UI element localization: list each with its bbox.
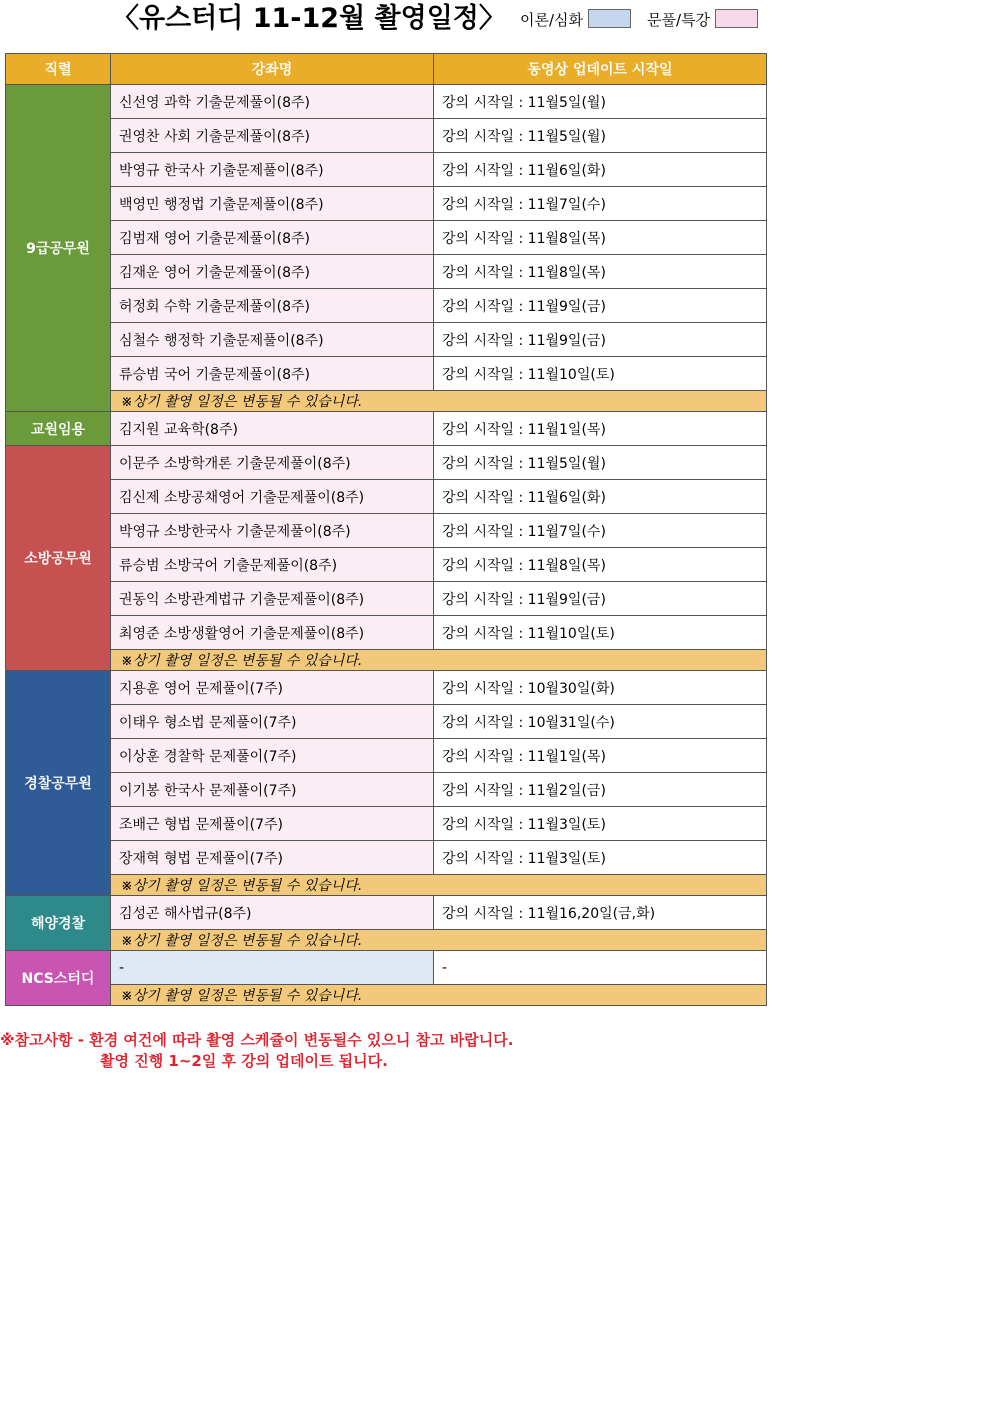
course-cell: 김범재 영어 기출문제풀이(8주)	[111, 221, 434, 255]
table-row	[6, 221, 767, 255]
header-course: 강좌명	[111, 54, 434, 85]
schedule-table	[5, 53, 767, 1006]
category-cell: 소방공무원	[6, 446, 111, 671]
page-title: 〈유스터디 11-12월 촬영일정〉	[112, 3, 506, 34]
course-cell: 권동익 소방관계법규 기출문제풀이(8주)	[111, 582, 434, 616]
header-category: 직렬	[6, 54, 111, 85]
date-cell: 강의 시작일 : 11월7일(수)	[434, 514, 767, 548]
course-cell: 조배근 형법 문제풀이(7주)	[111, 807, 434, 841]
table-row	[6, 357, 767, 391]
category-cell: 경찰공무원	[6, 671, 111, 896]
schedule-body	[6, 85, 767, 1006]
table-row	[6, 807, 767, 841]
table-row	[6, 289, 767, 323]
table-row	[6, 773, 767, 807]
date-cell: 강의 시작일 : 11월10일(토)	[434, 357, 767, 391]
table-row	[6, 582, 767, 616]
course-cell: 허정회 수학 기출문제풀이(8주)	[111, 289, 434, 323]
date-cell: 강의 시작일 : 11월7일(수)	[434, 187, 767, 221]
table-row	[6, 548, 767, 582]
course-cell: 김지원 교육학(8주)	[111, 412, 434, 446]
date-cell: 강의 시작일 : 11월3일(토)	[434, 841, 767, 875]
schedule-change-note: ※상기 촬영 일정은 변동될 수 있습니다.	[111, 985, 767, 1006]
table-row	[6, 187, 767, 221]
note-row	[6, 930, 767, 951]
schedule-change-note: ※상기 촬영 일정은 변동될 수 있습니다.	[111, 391, 767, 412]
note-row	[6, 985, 767, 1006]
table-row	[6, 480, 767, 514]
footer-note	[0, 1030, 513, 1072]
course-cell: 장재혁 형법 문제풀이(7주)	[111, 841, 434, 875]
date-cell: 강의 시작일 : 10월30일(화)	[434, 671, 767, 705]
table-row	[6, 153, 767, 187]
table-row	[6, 412, 767, 446]
date-cell: 강의 시작일 : 11월16,20일(금,화)	[434, 896, 767, 930]
legend-label-theory: 이론/심화	[520, 11, 584, 29]
table-row	[6, 705, 767, 739]
course-cell: 권영찬 사회 기출문제풀이(8주)	[111, 119, 434, 153]
date-cell: 강의 시작일 : 11월5일(월)	[434, 85, 767, 119]
table-row	[6, 255, 767, 289]
schedule-change-note: ※상기 촬영 일정은 변동될 수 있습니다.	[111, 930, 767, 951]
table-row	[6, 119, 767, 153]
course-cell: 백영민 행정법 기출문제풀이(8주)	[111, 187, 434, 221]
course-cell: 이문주 소방학개론 기출문제풀이(8주)	[111, 446, 434, 480]
schedule-change-note: ※상기 촬영 일정은 변동될 수 있습니다.	[111, 875, 767, 896]
date-cell: 강의 시작일 : 11월3일(토)	[434, 807, 767, 841]
footer-line-2: 촬영 진행 1~2일 후 강의 업데이트 됩니다.	[100, 1052, 388, 1070]
note-row	[6, 391, 767, 412]
date-cell: 강의 시작일 : 11월8일(목)	[434, 255, 767, 289]
course-cell: 김신제 소방공채영어 기출문제풀이(8주)	[111, 480, 434, 514]
course-cell: 이기봉 한국사 문제풀이(7주)	[111, 773, 434, 807]
date-cell: 강의 시작일 : 11월1일(목)	[434, 412, 767, 446]
legend-swatch-theory	[588, 9, 631, 28]
table-row	[6, 323, 767, 357]
date-cell: 강의 시작일 : 11월5일(월)	[434, 119, 767, 153]
date-cell: 강의 시작일 : 11월9일(금)	[434, 582, 767, 616]
course-cell: 이태우 형소법 문제풀이(7주)	[111, 705, 434, 739]
date-cell: 강의 시작일 : 11월8일(목)	[434, 221, 767, 255]
table-row	[6, 85, 767, 119]
date-cell: 강의 시작일 : 11월9일(금)	[434, 323, 767, 357]
table-row	[6, 739, 767, 773]
course-cell: 심철수 행정학 기출문제풀이(8주)	[111, 323, 434, 357]
course-cell: 지용훈 영어 문제풀이(7주)	[111, 671, 434, 705]
date-cell: 강의 시작일 : 11월9일(금)	[434, 289, 767, 323]
date-cell: 강의 시작일 : 10월31일(수)	[434, 705, 767, 739]
legend-swatch-problem	[715, 9, 758, 28]
course-cell: -	[111, 951, 434, 985]
date-cell: 강의 시작일 : 11월6일(화)	[434, 480, 767, 514]
category-cell: 교원임용	[6, 412, 111, 446]
date-cell: 강의 시작일 : 11월2일(금)	[434, 773, 767, 807]
table-row	[6, 616, 767, 650]
course-cell: 박영규 한국사 기출문제풀이(8주)	[111, 153, 434, 187]
note-row	[6, 650, 767, 671]
course-cell: 이상훈 경찰학 문제풀이(7주)	[111, 739, 434, 773]
course-cell: 박영규 소방한국사 기출문제풀이(8주)	[111, 514, 434, 548]
footer-line-1: ※참고사항 - 환경 여건에 따라 촬영 스케쥴이 변동될수 있으니 참고 바랍니다.	[0, 1031, 514, 1049]
schedule-change-note: ※상기 촬영 일정은 변동될 수 있습니다.	[111, 650, 767, 671]
legend-label-problem: 문풀/특강	[647, 11, 711, 29]
course-cell: 류승범 국어 기출문제풀이(8주)	[111, 357, 434, 391]
table-row	[6, 896, 767, 930]
course-cell: 최영준 소방생활영어 기출문제풀이(8주)	[111, 616, 434, 650]
date-cell: 강의 시작일 : 11월10일(토)	[434, 616, 767, 650]
course-cell: 김성곤 해사법규(8주)	[111, 896, 434, 930]
header-date: 동영상 업데이트 시작일	[434, 54, 767, 85]
date-cell: 강의 시작일 : 11월6일(화)	[434, 153, 767, 187]
category-cell: 해양경찰	[6, 896, 111, 951]
header-row	[6, 54, 767, 85]
table-row	[6, 951, 767, 985]
note-row	[6, 875, 767, 896]
date-cell: 강의 시작일 : 11월8일(목)	[434, 548, 767, 582]
date-cell: 강의 시작일 : 11월1일(목)	[434, 739, 767, 773]
category-cell: 9급공무원	[6, 85, 111, 412]
category-cell: NCS스터디	[6, 951, 111, 1006]
table-row	[6, 446, 767, 480]
course-cell: 신선영 과학 기출문제풀이(8주)	[111, 85, 434, 119]
title-row	[0, 0, 992, 42]
course-cell: 김재운 영어 기출문제풀이(8주)	[111, 255, 434, 289]
date-cell: 강의 시작일 : 11월5일(월)	[434, 446, 767, 480]
table-row	[6, 841, 767, 875]
table-row	[6, 671, 767, 705]
course-cell: 류승범 소방국어 기출문제풀이(8주)	[111, 548, 434, 582]
table-row	[6, 514, 767, 548]
date-cell: -	[434, 951, 767, 985]
